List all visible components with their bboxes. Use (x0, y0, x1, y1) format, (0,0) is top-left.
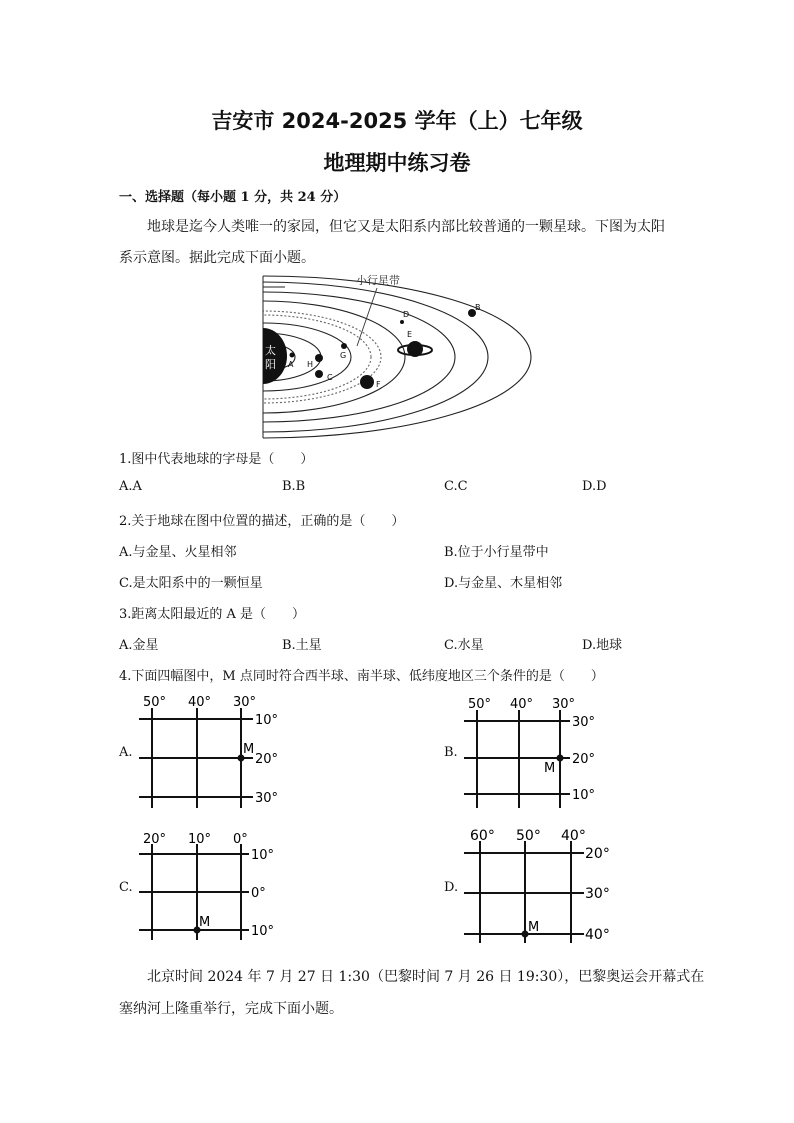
q4-option-a-label[interactable]: A. (119, 745, 133, 760)
svg-text:G: G (340, 351, 347, 360)
svg-text:30°: 30° (552, 697, 576, 712)
planet-g (341, 343, 347, 349)
svg-text:10°: 10° (251, 924, 275, 939)
q4-option-b-label[interactable]: B. (444, 745, 458, 760)
svg-text:B: B (475, 303, 481, 312)
svg-text:D: D (403, 310, 410, 319)
svg-text:40°: 40° (585, 927, 610, 943)
q3-option-b[interactable]: B.土星 (282, 638, 322, 653)
svg-text:20°: 20° (255, 752, 279, 767)
point-m-icon (557, 755, 564, 762)
svg-text:40°: 40° (561, 828, 586, 844)
svg-text:H: H (307, 360, 314, 369)
svg-text:C: C (327, 373, 333, 382)
question-3: 3.距离太阳最近的 A 是（ ） (119, 607, 306, 622)
svg-text:M: M (528, 920, 540, 935)
svg-text:E: E (407, 330, 413, 339)
question-1: 1.图中代表地球的字母是（ ） (119, 452, 314, 467)
svg-text:30°: 30° (233, 695, 257, 710)
svg-text:0°: 0° (233, 832, 248, 847)
q3-option-d[interactable]: D.地球 (582, 638, 623, 653)
svg-text:40°: 40° (188, 695, 212, 710)
svg-text:50°: 50° (143, 695, 167, 710)
svg-text:阳: 阳 (265, 358, 276, 371)
grid-diagram-b[interactable] (460, 695, 620, 817)
q3-option-c[interactable]: C.水星 (444, 638, 484, 653)
grid-diagram-c[interactable] (135, 830, 295, 946)
svg-text:M: M (544, 761, 556, 776)
question-4: 4.下面四幅图中，M 点同时符合西半球、南半球、低纬度地区三个条件的是（ ） (119, 669, 604, 684)
planet-d (400, 320, 404, 324)
svg-text:F: F (376, 380, 381, 389)
svg-text:20°: 20° (143, 832, 167, 847)
grid-diagram-d[interactable] (460, 825, 620, 949)
intro-paragraph-line2: 系示意图。据此完成下面小题。 (119, 250, 315, 266)
q1-option-b[interactable]: B.B (282, 479, 306, 494)
q4-option-d-label[interactable]: D. (444, 880, 459, 895)
svg-text:M: M (243, 742, 255, 757)
grid-diagram-a[interactable] (135, 693, 295, 815)
solar-system-diagram (255, 270, 545, 442)
svg-text:30°: 30° (585, 886, 610, 902)
svg-text:0°: 0° (251, 886, 266, 901)
planet-h (315, 354, 323, 362)
svg-text:20°: 20° (585, 846, 610, 862)
section-heading: 一、选择题（每小题 1 分，共 24 分） (119, 190, 347, 205)
planet-a (290, 353, 295, 358)
svg-text:50°: 50° (516, 828, 541, 844)
question-2: 2.关于地球在图中位置的描述，正确的是（ ） (119, 514, 405, 529)
q3-option-a[interactable]: A.金星 (119, 638, 159, 653)
q1-option-a[interactable]: A.A (119, 479, 142, 494)
q1-option-d[interactable]: D.D (582, 479, 607, 494)
intro-paragraph-line1: 地球是迄今人类唯一的家园，但它又是太阳系内部比较普通的一颗星球。下图为太阳 (147, 219, 665, 235)
q2-option-b[interactable]: B.位于小行星带中 (444, 545, 549, 560)
page-subtitle: 地理期中练习卷 (323, 151, 471, 175)
svg-text:太: 太 (265, 344, 276, 357)
svg-text:M: M (199, 915, 211, 930)
svg-text:40°: 40° (510, 697, 534, 712)
passage-2-line2: 塞纳河上隆重举行，完成下面小题。 (119, 1001, 343, 1017)
svg-text:10°: 10° (572, 788, 596, 803)
q2-option-d[interactable]: D.与金星、木星相邻 (444, 576, 563, 591)
svg-text:50°: 50° (468, 697, 492, 712)
svg-text:60°: 60° (470, 828, 495, 844)
planet-c (315, 370, 323, 378)
q1-option-c[interactable]: C.C (444, 479, 468, 494)
q2-option-a[interactable]: A.与金星、火星相邻 (119, 545, 237, 560)
svg-text:10°: 10° (251, 848, 275, 863)
svg-text:30°: 30° (255, 791, 279, 806)
svg-text:10°: 10° (188, 832, 212, 847)
svg-text:A: A (288, 360, 294, 369)
asteroid-belt-label: 小行星带 (356, 274, 400, 287)
page-title: 吉安市 2024-2025 学年（上）七年级 (211, 109, 583, 133)
svg-text:30°: 30° (572, 715, 596, 730)
planet-f (360, 375, 374, 389)
q4-option-c-label[interactable]: C. (119, 880, 133, 895)
passage-2-line1: 北京时间 2024 年 7 月 27 日 1:30（巴黎时间 7 月 26 日 19:30），巴黎奥运会开幕式在 (147, 969, 705, 985)
svg-text:10°: 10° (255, 713, 279, 728)
svg-text:20°: 20° (572, 752, 596, 767)
q2-option-c[interactable]: C.是太阳系中的一颗恒星 (119, 576, 263, 591)
